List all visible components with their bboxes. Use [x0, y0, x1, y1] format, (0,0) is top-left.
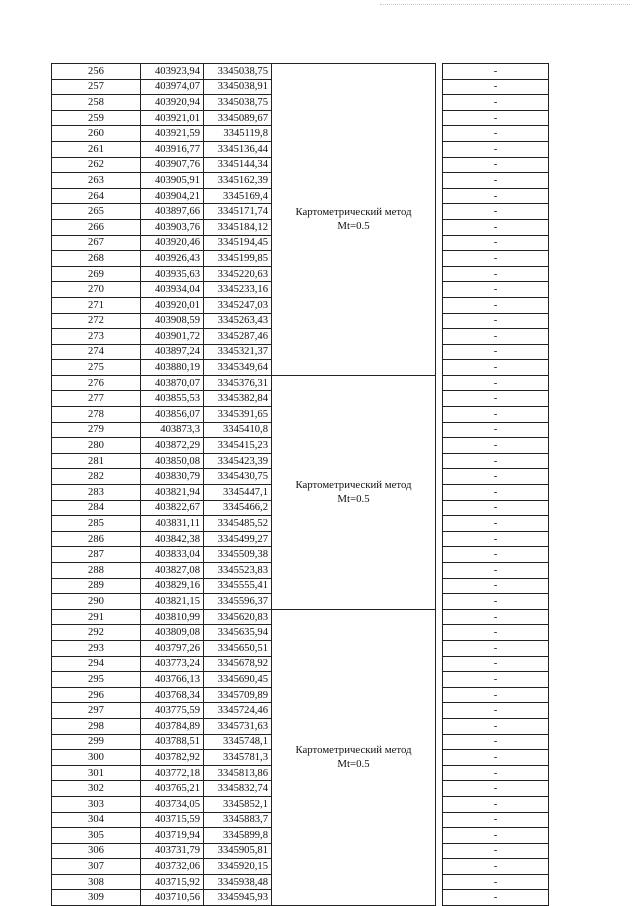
accuracy-cell: -	[443, 718, 549, 734]
y-coordinate-cell: 3345945,93	[204, 890, 272, 906]
column-gap	[436, 141, 443, 157]
point-number-cell: 264	[52, 188, 141, 204]
point-number-cell: 283	[52, 485, 141, 501]
x-coordinate-cell: 403926,43	[141, 251, 204, 267]
x-coordinate-cell: 403830,79	[141, 469, 204, 485]
point-number-cell: 305	[52, 828, 141, 844]
point-number-cell: 291	[52, 609, 141, 625]
x-coordinate-cell: 403934,04	[141, 282, 204, 298]
accuracy-cell: -	[443, 469, 549, 485]
column-gap	[436, 609, 443, 625]
accuracy-cell: -	[443, 126, 549, 142]
accuracy-cell: -	[443, 500, 549, 516]
x-coordinate-cell: 403833,04	[141, 547, 204, 563]
point-number-cell: 297	[52, 703, 141, 719]
column-gap	[436, 407, 443, 423]
x-coordinate-cell: 403908,59	[141, 313, 204, 329]
column-gap	[436, 672, 443, 688]
accuracy-cell: -	[443, 672, 549, 688]
column-gap	[436, 781, 443, 797]
x-coordinate-cell: 403821,15	[141, 594, 204, 610]
column-gap	[436, 485, 443, 501]
x-coordinate-cell: 403842,38	[141, 531, 204, 547]
column-gap	[436, 500, 443, 516]
y-coordinate-cell: 3345423,39	[204, 453, 272, 469]
y-coordinate-cell: 3345724,46	[204, 703, 272, 719]
scan-artifact-line	[380, 4, 630, 6]
point-number-cell: 308	[52, 874, 141, 890]
column-gap	[436, 391, 443, 407]
accuracy-cell: -	[443, 438, 549, 454]
column-gap	[436, 750, 443, 766]
accuracy-cell: -	[443, 453, 549, 469]
x-coordinate-cell: 403920,01	[141, 297, 204, 313]
column-gap	[436, 188, 443, 204]
column-gap	[436, 874, 443, 890]
y-coordinate-cell: 3345119,8	[204, 126, 272, 142]
y-coordinate-cell: 3345920,15	[204, 859, 272, 875]
y-coordinate-cell: 3345485,52	[204, 516, 272, 532]
point-number-cell: 274	[52, 344, 141, 360]
y-coordinate-cell: 3345832,74	[204, 781, 272, 797]
point-number-cell: 300	[52, 750, 141, 766]
column-gap	[436, 282, 443, 298]
point-number-cell: 284	[52, 500, 141, 516]
x-coordinate-cell: 403921,01	[141, 110, 204, 126]
column-gap	[436, 266, 443, 282]
y-coordinate-cell: 3345690,45	[204, 672, 272, 688]
accuracy-cell: -	[443, 282, 549, 298]
x-coordinate-cell: 403732,06	[141, 859, 204, 875]
accuracy-cell: -	[443, 687, 549, 703]
y-coordinate-cell: 3345136,44	[204, 141, 272, 157]
y-coordinate-cell: 3345038,91	[204, 79, 272, 95]
point-number-cell: 307	[52, 859, 141, 875]
column-gap	[436, 297, 443, 313]
column-gap	[436, 329, 443, 345]
x-coordinate-cell: 403715,59	[141, 812, 204, 828]
column-gap	[436, 843, 443, 859]
y-coordinate-cell: 3345678,92	[204, 656, 272, 672]
x-coordinate-cell: 403916,77	[141, 141, 204, 157]
y-coordinate-cell: 3345938,48	[204, 874, 272, 890]
accuracy-cell: -	[443, 531, 549, 547]
column-gap	[436, 453, 443, 469]
y-coordinate-cell: 3345899,8	[204, 828, 272, 844]
y-coordinate-cell: 3345038,75	[204, 64, 272, 80]
method-name: Картометрический метод	[295, 479, 412, 492]
x-coordinate-cell: 403827,08	[141, 563, 204, 579]
accuracy-cell: -	[443, 859, 549, 875]
accuracy-cell: -	[443, 609, 549, 625]
x-coordinate-cell: 403907,76	[141, 157, 204, 173]
point-number-cell: 266	[52, 219, 141, 235]
x-coordinate-cell: 403921,59	[141, 126, 204, 142]
point-number-cell: 309	[52, 890, 141, 906]
column-gap	[436, 219, 443, 235]
point-number-cell: 304	[52, 812, 141, 828]
column-gap	[436, 594, 443, 610]
accuracy-cell: -	[443, 407, 549, 423]
y-coordinate-cell: 3345883,7	[204, 812, 272, 828]
point-number-cell: 287	[52, 547, 141, 563]
accuracy-cell: -	[443, 765, 549, 781]
point-number-cell: 299	[52, 734, 141, 750]
x-coordinate-cell: 403788,51	[141, 734, 204, 750]
y-coordinate-cell: 3345620,83	[204, 609, 272, 625]
column-gap	[436, 625, 443, 641]
y-coordinate-cell: 3345466,2	[204, 500, 272, 516]
column-gap	[436, 95, 443, 111]
x-coordinate-cell: 403880,19	[141, 360, 204, 376]
accuracy-cell: -	[443, 188, 549, 204]
accuracy-cell: -	[443, 344, 549, 360]
column-gap	[436, 110, 443, 126]
accuracy-cell: -	[443, 703, 549, 719]
y-coordinate-cell: 3345382,84	[204, 391, 272, 407]
accuracy-cell: -	[443, 812, 549, 828]
accuracy-cell: -	[443, 874, 549, 890]
y-coordinate-cell: 3345555,41	[204, 578, 272, 594]
accuracy-cell: -	[443, 251, 549, 267]
accuracy-cell: -	[443, 95, 549, 111]
accuracy-cell: -	[443, 79, 549, 95]
x-coordinate-cell: 403974,07	[141, 79, 204, 95]
method-cell	[272, 375, 436, 609]
x-coordinate-cell: 403772,18	[141, 765, 204, 781]
point-number-cell: 258	[52, 95, 141, 111]
accuracy-cell: -	[443, 796, 549, 812]
point-number-cell: 263	[52, 173, 141, 189]
point-number-cell: 257	[52, 79, 141, 95]
method-accuracy: Mt=0.5	[337, 493, 370, 506]
y-coordinate-cell: 3345321,37	[204, 344, 272, 360]
y-coordinate-cell: 3345813,86	[204, 765, 272, 781]
column-gap	[436, 703, 443, 719]
x-coordinate-cell: 403920,94	[141, 95, 204, 111]
column-gap	[436, 204, 443, 220]
y-coordinate-cell: 3345781,3	[204, 750, 272, 766]
x-coordinate-cell: 403784,89	[141, 718, 204, 734]
y-coordinate-cell: 3345650,51	[204, 640, 272, 656]
point-number-cell: 268	[52, 251, 141, 267]
point-number-cell: 260	[52, 126, 141, 142]
x-coordinate-cell: 403873,3	[141, 422, 204, 438]
column-gap	[436, 578, 443, 594]
y-coordinate-cell: 3345415,23	[204, 438, 272, 454]
accuracy-cell: -	[443, 750, 549, 766]
x-coordinate-cell: 403809,08	[141, 625, 204, 641]
column-gap	[436, 531, 443, 547]
column-gap	[436, 547, 443, 563]
accuracy-cell: -	[443, 297, 549, 313]
y-coordinate-cell: 3345349,64	[204, 360, 272, 376]
x-coordinate-cell: 403768,34	[141, 687, 204, 703]
table-row	[52, 375, 549, 391]
x-coordinate-cell: 403897,24	[141, 344, 204, 360]
point-number-cell: 278	[52, 407, 141, 423]
x-coordinate-cell: 403765,21	[141, 781, 204, 797]
method-accuracy: Mt=0.5	[337, 220, 370, 233]
accuracy-cell: -	[443, 204, 549, 220]
accuracy-cell: -	[443, 173, 549, 189]
column-gap	[436, 79, 443, 95]
x-coordinate-cell: 403870,07	[141, 375, 204, 391]
x-coordinate-cell: 403715,92	[141, 874, 204, 890]
column-gap	[436, 796, 443, 812]
y-coordinate-cell: 3345287,46	[204, 329, 272, 345]
accuracy-cell: -	[443, 563, 549, 579]
accuracy-cell: -	[443, 516, 549, 532]
accuracy-cell: -	[443, 578, 549, 594]
x-coordinate-cell: 403935,63	[141, 266, 204, 282]
point-number-cell: 303	[52, 796, 141, 812]
accuracy-cell: -	[443, 219, 549, 235]
column-gap	[436, 765, 443, 781]
y-coordinate-cell: 3345509,38	[204, 547, 272, 563]
point-number-cell: 277	[52, 391, 141, 407]
accuracy-cell: -	[443, 640, 549, 656]
y-coordinate-cell: 3345523,83	[204, 563, 272, 579]
x-coordinate-cell: 403920,46	[141, 235, 204, 251]
x-coordinate-cell: 403903,76	[141, 219, 204, 235]
accuracy-cell: -	[443, 656, 549, 672]
x-coordinate-cell: 403905,91	[141, 173, 204, 189]
x-coordinate-cell: 403719,94	[141, 828, 204, 844]
y-coordinate-cell: 3345194,45	[204, 235, 272, 251]
accuracy-cell: -	[443, 485, 549, 501]
accuracy-cell: -	[443, 734, 549, 750]
y-coordinate-cell: 3345162,39	[204, 173, 272, 189]
point-number-cell: 265	[52, 204, 141, 220]
point-number-cell: 281	[52, 453, 141, 469]
method-cell	[272, 609, 436, 905]
point-number-cell: 302	[52, 781, 141, 797]
x-coordinate-cell: 403734,05	[141, 796, 204, 812]
x-coordinate-cell: 403766,13	[141, 672, 204, 688]
point-number-cell: 259	[52, 110, 141, 126]
x-coordinate-cell: 403831,11	[141, 516, 204, 532]
column-gap	[436, 422, 443, 438]
column-gap	[436, 687, 443, 703]
y-coordinate-cell: 3345499,27	[204, 531, 272, 547]
accuracy-cell: -	[443, 890, 549, 906]
x-coordinate-cell: 403904,21	[141, 188, 204, 204]
x-coordinate-cell: 403901,72	[141, 329, 204, 345]
point-number-cell: 288	[52, 563, 141, 579]
column-gap	[436, 157, 443, 173]
y-coordinate-cell: 3345410,8	[204, 422, 272, 438]
column-gap	[436, 360, 443, 376]
y-coordinate-cell: 3345144,34	[204, 157, 272, 173]
y-coordinate-cell: 3345748,1	[204, 734, 272, 750]
x-coordinate-cell: 403821,94	[141, 485, 204, 501]
accuracy-cell: -	[443, 235, 549, 251]
column-gap	[436, 812, 443, 828]
column-gap	[436, 313, 443, 329]
point-number-cell: 269	[52, 266, 141, 282]
y-coordinate-cell: 3345376,31	[204, 375, 272, 391]
x-coordinate-cell: 403923,94	[141, 64, 204, 80]
point-number-cell: 289	[52, 578, 141, 594]
point-number-cell: 279	[52, 422, 141, 438]
y-coordinate-cell: 3345731,63	[204, 718, 272, 734]
x-coordinate-cell: 403710,56	[141, 890, 204, 906]
point-number-cell: 271	[52, 297, 141, 313]
accuracy-cell: -	[443, 828, 549, 844]
column-gap	[436, 126, 443, 142]
point-number-cell: 290	[52, 594, 141, 610]
table-row	[52, 609, 549, 625]
point-number-cell: 282	[52, 469, 141, 485]
column-gap	[436, 859, 443, 875]
y-coordinate-cell: 3345905,81	[204, 843, 272, 859]
x-coordinate-cell: 403822,67	[141, 500, 204, 516]
accuracy-cell: -	[443, 843, 549, 859]
y-coordinate-cell: 3345089,67	[204, 110, 272, 126]
column-gap	[436, 375, 443, 391]
column-gap	[436, 173, 443, 189]
accuracy-cell: -	[443, 110, 549, 126]
accuracy-cell: -	[443, 781, 549, 797]
y-coordinate-cell: 3345430,75	[204, 469, 272, 485]
column-gap	[436, 516, 443, 532]
column-gap	[436, 718, 443, 734]
x-coordinate-cell: 403850,08	[141, 453, 204, 469]
x-coordinate-cell: 403829,16	[141, 578, 204, 594]
y-coordinate-cell: 3345199,85	[204, 251, 272, 267]
x-coordinate-cell: 403775,59	[141, 703, 204, 719]
point-number-cell: 275	[52, 360, 141, 376]
x-coordinate-cell: 403855,53	[141, 391, 204, 407]
point-number-cell: 294	[52, 656, 141, 672]
point-number-cell: 273	[52, 329, 141, 345]
y-coordinate-cell: 3345038,75	[204, 95, 272, 111]
accuracy-cell: -	[443, 375, 549, 391]
point-number-cell: 261	[52, 141, 141, 157]
column-gap	[436, 656, 443, 672]
y-coordinate-cell: 3345184,12	[204, 219, 272, 235]
point-number-cell: 306	[52, 843, 141, 859]
point-number-cell: 276	[52, 375, 141, 391]
y-coordinate-cell: 3345596,37	[204, 594, 272, 610]
y-coordinate-cell: 3345233,16	[204, 282, 272, 298]
method-cell	[272, 64, 436, 376]
accuracy-cell: -	[443, 391, 549, 407]
column-gap	[436, 344, 443, 360]
x-coordinate-cell: 403810,99	[141, 609, 204, 625]
point-number-cell: 267	[52, 235, 141, 251]
accuracy-cell: -	[443, 329, 549, 345]
accuracy-cell: -	[443, 625, 549, 641]
column-gap	[436, 828, 443, 844]
point-number-cell: 301	[52, 765, 141, 781]
y-coordinate-cell: 3345171,74	[204, 204, 272, 220]
y-coordinate-cell: 3345852,1	[204, 796, 272, 812]
column-gap	[436, 235, 443, 251]
accuracy-cell: -	[443, 594, 549, 610]
point-number-cell: 270	[52, 282, 141, 298]
column-gap	[436, 251, 443, 267]
x-coordinate-cell: 403897,66	[141, 204, 204, 220]
accuracy-cell: -	[443, 266, 549, 282]
x-coordinate-cell: 403731,79	[141, 843, 204, 859]
y-coordinate-cell: 3345169,4	[204, 188, 272, 204]
y-coordinate-cell: 3345635,94	[204, 625, 272, 641]
column-gap	[436, 469, 443, 485]
method-name: Картометрический метод	[295, 744, 412, 757]
point-number-cell: 296	[52, 687, 141, 703]
accuracy-cell: -	[443, 360, 549, 376]
method-name: Картометрический метод	[295, 206, 412, 219]
x-coordinate-cell: 403856,07	[141, 407, 204, 423]
point-number-cell: 293	[52, 640, 141, 656]
point-number-cell: 280	[52, 438, 141, 454]
y-coordinate-cell: 3345220,63	[204, 266, 272, 282]
accuracy-cell: -	[443, 422, 549, 438]
x-coordinate-cell: 403782,92	[141, 750, 204, 766]
point-number-cell: 298	[52, 718, 141, 734]
x-coordinate-cell: 403797,26	[141, 640, 204, 656]
accuracy-cell: -	[443, 64, 549, 80]
accuracy-cell: -	[443, 157, 549, 173]
column-gap	[436, 438, 443, 454]
x-coordinate-cell: 403773,24	[141, 656, 204, 672]
column-gap	[436, 563, 443, 579]
y-coordinate-cell: 3345391,65	[204, 407, 272, 423]
y-coordinate-cell: 3345709,89	[204, 687, 272, 703]
point-number-cell: 256	[52, 64, 141, 80]
point-number-cell: 285	[52, 516, 141, 532]
table-row	[52, 64, 549, 80]
column-gap	[436, 734, 443, 750]
accuracy-cell: -	[443, 141, 549, 157]
coordinates-table	[51, 63, 549, 906]
accuracy-cell: -	[443, 547, 549, 563]
coordinates-table-body	[52, 64, 549, 906]
x-coordinate-cell: 403872,29	[141, 438, 204, 454]
y-coordinate-cell: 3345263,43	[204, 313, 272, 329]
point-number-cell: 272	[52, 313, 141, 329]
point-number-cell: 295	[52, 672, 141, 688]
point-number-cell: 292	[52, 625, 141, 641]
accuracy-cell: -	[443, 313, 549, 329]
y-coordinate-cell: 3345447,1	[204, 485, 272, 501]
column-gap	[436, 890, 443, 906]
column-gap	[436, 640, 443, 656]
column-gap	[436, 64, 443, 80]
y-coordinate-cell: 3345247,03	[204, 297, 272, 313]
point-number-cell: 262	[52, 157, 141, 173]
method-accuracy: Mt=0.5	[337, 758, 370, 771]
point-number-cell: 286	[52, 531, 141, 547]
